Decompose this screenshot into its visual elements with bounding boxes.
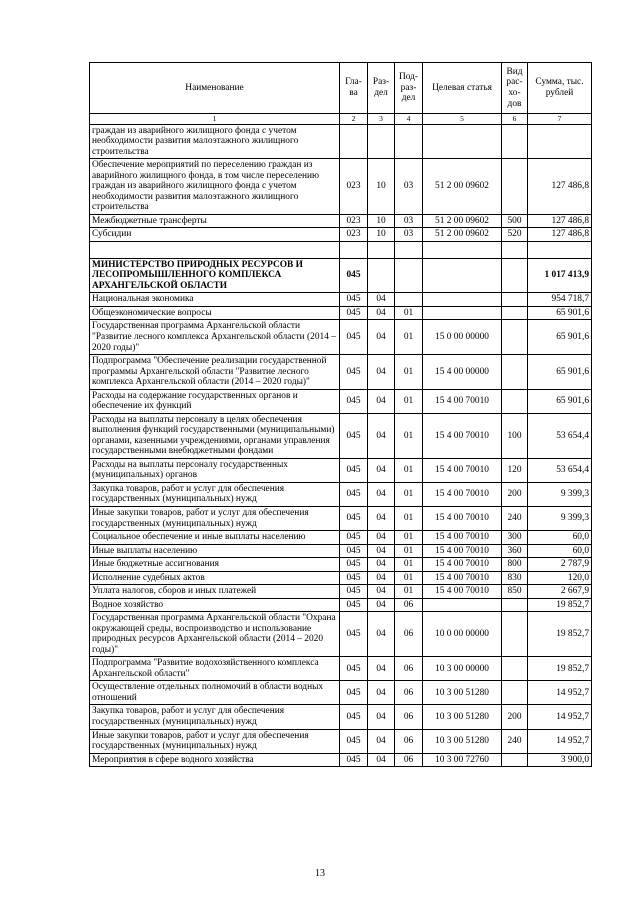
- cell-glava: 045: [340, 558, 368, 572]
- cell-glava: 045: [340, 753, 368, 767]
- header-sum: Сумма, тыс. рублей: [528, 63, 592, 114]
- cell-vid: [502, 389, 528, 413]
- table-row: [90, 598, 592, 612]
- col-number: 7: [528, 114, 592, 125]
- table-row: [90, 159, 592, 215]
- cell-name: Иные бюджетные ассигнования: [90, 558, 340, 572]
- cell-glava: 045: [340, 681, 368, 705]
- cell-podrazdel: 01: [395, 482, 423, 506]
- cell-razdel: [368, 258, 395, 293]
- table-row: [90, 482, 592, 506]
- col-number: 4: [395, 114, 423, 125]
- cell-statya: 15 4 00 70010: [423, 558, 502, 572]
- cell-vid: [502, 306, 528, 320]
- cell-glava: 045: [340, 657, 368, 681]
- cell-vid: [502, 159, 528, 215]
- table-row: [90, 458, 592, 482]
- cell-razdel: 04: [368, 506, 395, 530]
- cell-podrazdel: 01: [395, 320, 423, 355]
- cell-statya: 15 4 00 70010: [423, 413, 502, 458]
- cell-sum: 19 852,7: [528, 598, 592, 612]
- cell-razdel: 04: [368, 531, 395, 545]
- cell-vid: 240: [502, 506, 528, 530]
- cell-vid: [502, 681, 528, 705]
- cell-statya: [423, 258, 502, 293]
- cell-statya: 15 0 00 00000: [423, 320, 502, 355]
- col-number: 2: [340, 114, 368, 125]
- cell-name: Исполнение судебных актов: [90, 571, 340, 585]
- cell-glava: 045: [340, 320, 368, 355]
- cell-name: МИНИСТЕРСТВО ПРИРОДНЫХ РЕСУРСОВ И ЛЕСОПРОМЫШЛЕННОГО КОМПЛЕКСА АРХАНГЕЛЬСКОЙ ОБЛАСТИ: [90, 258, 340, 293]
- cell-name: Общеэкономические вопросы: [90, 306, 340, 320]
- cell-podrazdel: 06: [395, 612, 423, 657]
- cell-glava: 045: [340, 544, 368, 558]
- cell-podrazdel: 06: [395, 729, 423, 753]
- cell-glava: [340, 241, 368, 258]
- cell-statya: [423, 241, 502, 258]
- cell-razdel: 04: [368, 753, 395, 767]
- cell-sum: 127 486,8: [528, 228, 592, 242]
- cell-glava: 045: [340, 585, 368, 599]
- cell-vid: [502, 258, 528, 293]
- cell-sum: 14 952,7: [528, 705, 592, 729]
- table-row: [90, 389, 592, 413]
- cell-name: Межбюджетные трансферты: [90, 214, 340, 228]
- cell-vid: [502, 598, 528, 612]
- cell-statya: 15 4 00 70010: [423, 585, 502, 599]
- cell-vid: 300: [502, 531, 528, 545]
- cell-sum: 60,0: [528, 531, 592, 545]
- cell-razdel: 10: [368, 228, 395, 242]
- cell-name: Обеспечение мероприятий по переселению граждан из аварийного жилищного фонда, в том числе переселению граждан из аварийного жилищного фонда с учетом необходимости развития малоэтажного жилищного строительства: [90, 159, 340, 215]
- cell-sum: 2 667,9: [528, 585, 592, 599]
- cell-sum: 19 852,7: [528, 657, 592, 681]
- cell-name: Субсидии: [90, 228, 340, 242]
- cell-glava: 045: [340, 306, 368, 320]
- cell-glava: 045: [340, 506, 368, 530]
- cell-glava: 045: [340, 598, 368, 612]
- cell-name: Государственная программа Архангельской области "Развитие лесного комплекса Архангельской области (2014 – 2020 годы)": [90, 320, 340, 355]
- table-row: [90, 612, 592, 657]
- header-glava: Гла-ва: [340, 63, 368, 114]
- cell-razdel: 04: [368, 681, 395, 705]
- header-podrazdel: Под-раз-дел: [395, 63, 423, 114]
- table-row: [90, 544, 592, 558]
- budget-table: [89, 62, 592, 767]
- cell-glava: 045: [340, 612, 368, 657]
- cell-statya: 15 4 00 70010: [423, 531, 502, 545]
- cell-vid: [502, 753, 528, 767]
- cell-razdel: 04: [368, 729, 395, 753]
- cell-razdel: 04: [368, 571, 395, 585]
- cell-sum: [528, 124, 592, 159]
- cell-sum: 954 718,7: [528, 293, 592, 307]
- cell-podrazdel: 01: [395, 558, 423, 572]
- cell-statya: 10 3 00 51280: [423, 705, 502, 729]
- cell-sum: 53 654,4: [528, 413, 592, 458]
- col-number: 6: [502, 114, 528, 125]
- cell-glava: 045: [340, 705, 368, 729]
- cell-vid: [502, 241, 528, 258]
- cell-podrazdel: 06: [395, 598, 423, 612]
- table-row: [90, 320, 592, 355]
- cell-statya: [423, 293, 502, 307]
- cell-name: Осуществление отдельных полномочий в области водных отношений: [90, 681, 340, 705]
- cell-razdel: 10: [368, 214, 395, 228]
- table-row: [90, 306, 592, 320]
- cell-statya: 15 4 00 70010: [423, 506, 502, 530]
- col-number: 3: [368, 114, 395, 125]
- cell-podrazdel: 03: [395, 214, 423, 228]
- table-row: [90, 571, 592, 585]
- cell-sum: 120,0: [528, 571, 592, 585]
- cell-razdel: 10: [368, 159, 395, 215]
- cell-name: Подпрограмма "Обеспечение реализации государственной программы Архангельской области "Развитие лесного комплекса Архангельской области (2014 – 2020 годы)": [90, 355, 340, 390]
- cell-podrazdel: 06: [395, 705, 423, 729]
- table-row: [90, 729, 592, 753]
- cell-name: Закупка товаров, работ и услуг для обеспечения государственных (муниципальных) нужд: [90, 705, 340, 729]
- cell-sum: 53 654,4: [528, 458, 592, 482]
- cell-name: Мероприятия в сфере водного хозяйства: [90, 753, 340, 767]
- cell-statya: 15 4 00 70010: [423, 458, 502, 482]
- table-row: [90, 657, 592, 681]
- cell-podrazdel: 01: [395, 585, 423, 599]
- table-row: [90, 258, 592, 293]
- table-row: [90, 506, 592, 530]
- cell-sum: 14 952,7: [528, 729, 592, 753]
- cell-podrazdel: 01: [395, 413, 423, 458]
- cell-statya: 10 3 00 51280: [423, 729, 502, 753]
- cell-glava: 023: [340, 214, 368, 228]
- table-row: [90, 558, 592, 572]
- cell-statya: 15 4 00 70010: [423, 389, 502, 413]
- cell-sum: 9 399,3: [528, 482, 592, 506]
- cell-podrazdel: 01: [395, 389, 423, 413]
- header-name: Наименование: [90, 63, 340, 114]
- cell-razdel: 04: [368, 598, 395, 612]
- cell-razdel: 04: [368, 306, 395, 320]
- cell-razdel: 04: [368, 482, 395, 506]
- cell-podrazdel: 06: [395, 681, 423, 705]
- cell-name: Подпрограмма "Развитие водохозяйственного комплекса Архангельской области": [90, 657, 340, 681]
- table-row: [90, 531, 592, 545]
- cell-razdel: 04: [368, 558, 395, 572]
- table-row: [90, 681, 592, 705]
- cell-statya: 10 3 00 00000: [423, 657, 502, 681]
- cell-sum: 127 486,8: [528, 214, 592, 228]
- cell-vid: [502, 124, 528, 159]
- cell-vid: 360: [502, 544, 528, 558]
- cell-podrazdel: 01: [395, 506, 423, 530]
- cell-sum: 60,0: [528, 544, 592, 558]
- cell-razdel: 04: [368, 355, 395, 390]
- cell-razdel: 04: [368, 293, 395, 307]
- cell-razdel: 04: [368, 705, 395, 729]
- cell-podrazdel: [395, 241, 423, 258]
- cell-name: Расходы на выплаты персоналу в целях обеспечения выполнения функций государственными (муниципальными) органами, казенными учреждениями, органами управления государственными внебюджетными фондами: [90, 413, 340, 458]
- cell-glava: 045: [340, 729, 368, 753]
- cell-vid: 100: [502, 413, 528, 458]
- cell-podrazdel: 06: [395, 753, 423, 767]
- cell-podrazdel: 01: [395, 306, 423, 320]
- cell-statya: 10 3 00 72760: [423, 753, 502, 767]
- cell-statya: [423, 124, 502, 159]
- cell-name: Иные закупки товаров, работ и услуг для обеспечения государственных (муниципальных) нужд: [90, 506, 340, 530]
- cell-vid: 850: [502, 585, 528, 599]
- cell-podrazdel: [395, 258, 423, 293]
- cell-razdel: 04: [368, 458, 395, 482]
- col-number: 5: [423, 114, 502, 125]
- cell-name: Закупка товаров, работ и услуг для обеспечения государственных (муниципальных) нужд: [90, 482, 340, 506]
- cell-glava: 045: [340, 458, 368, 482]
- cell-glava: 045: [340, 571, 368, 585]
- cell-sum: 127 486,8: [528, 159, 592, 215]
- cell-glava: 045: [340, 531, 368, 545]
- cell-razdel: 04: [368, 413, 395, 458]
- cell-glava: 045: [340, 258, 368, 293]
- cell-statya: 15 4 00 70010: [423, 571, 502, 585]
- cell-razdel: 04: [368, 657, 395, 681]
- cell-statya: 10 0 00 00000: [423, 612, 502, 657]
- cell-razdel: 04: [368, 544, 395, 558]
- cell-podrazdel: 01: [395, 571, 423, 585]
- cell-name: Расходы на содержание государственных органов и обеспечение их функций: [90, 389, 340, 413]
- table-row: [90, 124, 592, 159]
- cell-name: Уплата налогов, сборов и иных платежей: [90, 585, 340, 599]
- cell-glava: 045: [340, 389, 368, 413]
- cell-name: [90, 241, 340, 258]
- cell-sum: 2 787,9: [528, 558, 592, 572]
- header-row: [90, 63, 592, 114]
- table-row: [90, 585, 592, 599]
- table-body: [90, 124, 592, 767]
- cell-vid: 830: [502, 571, 528, 585]
- cell-glava: 023: [340, 228, 368, 242]
- cell-razdel: 04: [368, 320, 395, 355]
- cell-name: Государственная программа Архангельской области "Охрана окружающей среды, воспроизводство и использование природных ресурсов Архангельской области (2014 – 2020 годы)": [90, 612, 340, 657]
- cell-sum: 1 017 413,9: [528, 258, 592, 293]
- table-row: [90, 355, 592, 390]
- cell-statya: [423, 598, 502, 612]
- cell-glava: [340, 124, 368, 159]
- cell-name: Расходы на выплаты персоналу государственных (муниципальных) органов: [90, 458, 340, 482]
- cell-sum: 65 901,6: [528, 306, 592, 320]
- cell-glava: 045: [340, 413, 368, 458]
- cell-vid: 200: [502, 482, 528, 506]
- cell-vid: [502, 612, 528, 657]
- cell-statya: 10 3 00 51280: [423, 681, 502, 705]
- cell-vid: 500: [502, 214, 528, 228]
- cell-sum: 65 901,6: [528, 389, 592, 413]
- cell-vid: [502, 657, 528, 681]
- cell-vid: [502, 355, 528, 390]
- header-statya: Целевая статья: [423, 63, 502, 114]
- cell-sum: 9 399,3: [528, 506, 592, 530]
- cell-podrazdel: 03: [395, 228, 423, 242]
- cell-razdel: 04: [368, 585, 395, 599]
- cell-glava: 023: [340, 159, 368, 215]
- cell-razdel: 04: [368, 389, 395, 413]
- cell-razdel: [368, 124, 395, 159]
- cell-sum: 19 852,7: [528, 612, 592, 657]
- cell-sum: 3 900,0: [528, 753, 592, 767]
- cell-podrazdel: 01: [395, 531, 423, 545]
- cell-vid: 200: [502, 705, 528, 729]
- cell-podrazdel: 01: [395, 458, 423, 482]
- header-razdel: Раз-дел: [368, 63, 395, 114]
- cell-statya: 15 4 00 70010: [423, 544, 502, 558]
- cell-name: Социальное обеспечение и иные выплаты населению: [90, 531, 340, 545]
- cell-vid: 520: [502, 228, 528, 242]
- cell-vid: 120: [502, 458, 528, 482]
- cell-podrazdel: 06: [395, 657, 423, 681]
- table-row: [90, 293, 592, 307]
- cell-podrazdel: [395, 293, 423, 307]
- cell-sum: 65 901,6: [528, 320, 592, 355]
- cell-razdel: [368, 241, 395, 258]
- cell-name: Иные закупки товаров, работ и услуг для обеспечения государственных (муниципальных) нужд: [90, 729, 340, 753]
- table-row: [90, 214, 592, 228]
- cell-vid: [502, 320, 528, 355]
- table-row: [90, 753, 592, 767]
- cell-statya: 15 4 00 70010: [423, 482, 502, 506]
- header-vid: Вид рас-хо-дов: [502, 63, 528, 114]
- cell-name: Иные выплаты населению: [90, 544, 340, 558]
- cell-name: Водное хозяйство: [90, 598, 340, 612]
- cell-vid: 240: [502, 729, 528, 753]
- cell-statya: 51 2 00 09602: [423, 159, 502, 215]
- cell-statya: 51 2 00 09602: [423, 214, 502, 228]
- cell-podrazdel: [395, 124, 423, 159]
- cell-sum: 65 901,6: [528, 355, 592, 390]
- cell-statya: 15 4 00 00000: [423, 355, 502, 390]
- cell-glava: 045: [340, 355, 368, 390]
- cell-podrazdel: 01: [395, 544, 423, 558]
- cell-glava: 045: [340, 293, 368, 307]
- cell-razdel: 04: [368, 612, 395, 657]
- cell-podrazdel: 03: [395, 159, 423, 215]
- cell-vid: 800: [502, 558, 528, 572]
- column-number-row: [90, 114, 592, 125]
- cell-sum: [528, 241, 592, 258]
- cell-name: Национальная экономика: [90, 293, 340, 307]
- cell-podrazdel: 01: [395, 355, 423, 390]
- cell-statya: [423, 306, 502, 320]
- table-row: [90, 228, 592, 242]
- cell-sum: 14 952,7: [528, 681, 592, 705]
- table-row: [90, 241, 592, 258]
- cell-glava: 045: [340, 482, 368, 506]
- cell-vid: [502, 293, 528, 307]
- cell-statya: 51 2 00 09602: [423, 228, 502, 242]
- page-number: 13: [315, 868, 325, 879]
- table-row: [90, 413, 592, 458]
- cell-name: граждан из аварийного жилищного фонда с учетом необходимости развития малоэтажного жилищного строительства: [90, 124, 340, 159]
- col-number: 1: [90, 114, 340, 125]
- table-row: [90, 705, 592, 729]
